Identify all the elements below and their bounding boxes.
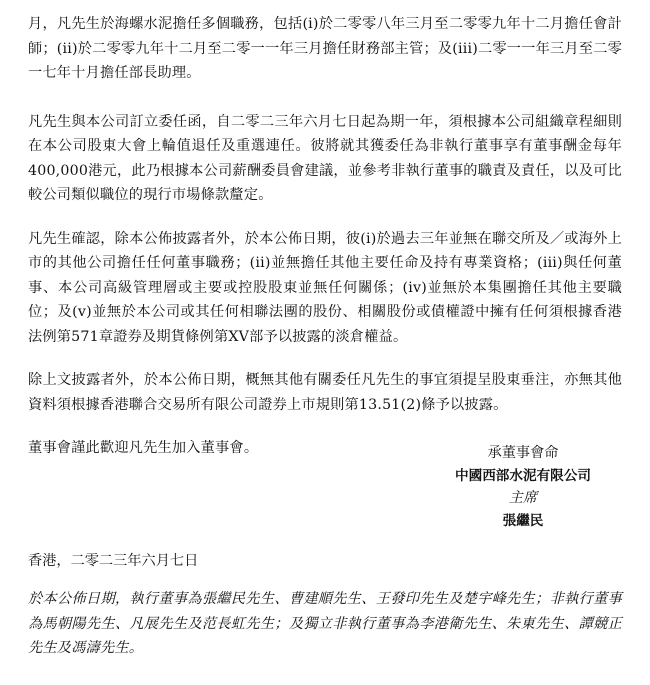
paragraph-appointment-letter: 凡先生與本公司訂立委任函，自二零二三年六月七日起為期一年，須根據本公司組織章程細則在本公司股東大會上輪值退任及重選連任。彼將就其獲委任為非執行董事享有董事酬金每年400,000港元，此乃根據本公司薪酬委員會建議，並參考非執行董事的職責及責任，以及可比較公司類似職位的現行市場條款釐定。 [28, 113, 622, 203]
signature-title: 主席 [508, 490, 538, 506]
paragraph-prior-roles: 月，凡先生於海螺水泥擔任多個職務，包括(i)於二零零八年三月至二零零九年十二月擔任會計師；(ii)於二零零九年十二月至二零一一年三月擔任財務部主管；及(iii)二零一一年三月至二零一七年十月擔任部長助理。 [28, 16, 622, 81]
signature-name: 張繼民 [502, 512, 544, 529]
paragraph-confirmation: 凡先生確認，除本公佈披露者外，於本公佈日期，彼(i)於過去三年並無在聯交所及／或海外上市的其他公司擔任任何董事職務；(ii)並無擔任其他主要任命及持有專業資格；(iii)與任何董事、本公司高級管理層或主要或控股股東並無任何關係；(iv)並無於本集團擔任其他主要職位；及(v)並無於本公司或其任何相聯法團的股份、相關股份或債權證中擁有任何須根據香港法例第571章證券及期貨條例第XV部予以披露的淡倉權益。 [28, 230, 622, 345]
place-date-line: 香港，二零二三年六月七日 [28, 553, 199, 569]
paragraph-welcome: 董事會謹此歡迎凡先生加入董事會。 [28, 440, 259, 456]
directors-note: 於本公佈日期，執行董事為張繼民先生、曹建順先生、王發印先生及楚宇峰先生；非執行董事為馬朝陽先生、凡展先生及范長虹先生；及獨立非執行董事為李港衛先生、朱東先生、譚競正先生及馮濤先生。 [28, 591, 622, 656]
paragraph-no-other-matters: 除上文披露者外，於本公佈日期，概無其他有關委任凡先生的事宜須提呈股東垂注，亦無其他資料須根據香港聯合交易所有限公司證券上市規則第13.51(2)條予以披露。 [28, 372, 622, 413]
signature-company: 中國西部水泥有限公司 [455, 467, 591, 484]
signature-block [423, 442, 623, 532]
signature-on-behalf: 承董事會命 [487, 445, 559, 461]
announcement-body [28, 12, 622, 656]
